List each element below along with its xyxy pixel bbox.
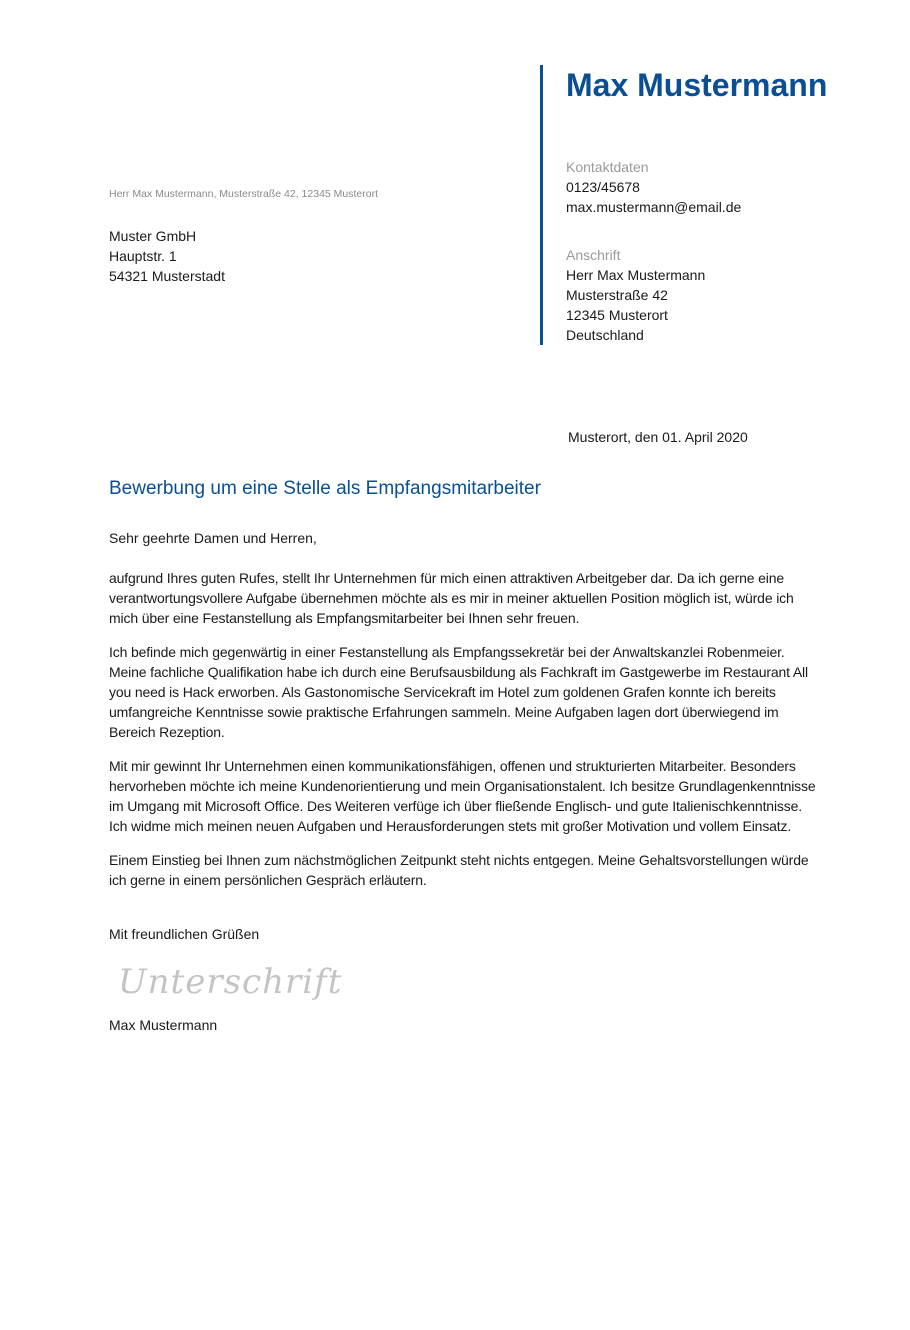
- recipient-address: [109, 226, 225, 286]
- contact-label: Kontaktdaten: [566, 159, 649, 175]
- body-paragraph: Mit mir gewinnt Ihr Unternehmen einen kommunikationsfähigen, offenen und strukturierten Mitarbeiter. Besonders hervorheben möchte ich meine Kundenorientierung und mein Organisationstalent. Ich besitze Grundlagenkenntnisse im Umgang mit Microsoft Office. Des Weiteren verfüge ich über fließende Englisch- und gute Italienischkenntnisse. Ich widme mich meinen neuen Aufgaben und Herausforderungen stets mit großer Motivation und vollem Einsatz.: [109, 758, 816, 834]
- recipient-street: Hauptstr. 1: [109, 248, 177, 264]
- address-line: Deutschland: [566, 327, 644, 343]
- body-paragraph: Ich befinde mich gegenwärtig in einer Festanstellung als Empfangssekretär bei der Anwaltskanzlei Robenmeier. Meine fachliche Qualifikation habe ich durch eine Berufsausbildung als Fachkraft im Gastgewerbe im Restaurant All you need is Hack erworben. Als Gastonomische Servicekraft im Hotel zum goldenen Grafen konnte ich bereits umfangreiche Kenntnisse sowie praktische Erfahrungen sammeln. Meine Aufgaben lagen dort überwiegend im Bereich Rezeption.: [109, 644, 808, 740]
- body-paragraph: aufgrund Ihres guten Rufes, stellt Ihr Unternehmen für mich einen attraktiven Arbeitgeber dar. Da ich gerne eine verantwortungsvollere Aufgabe übernehmen möchte als es mir in meiner aktuellen Position möglich ist, würde ich mich über eine Festanstellung als Empfangsmitarbeiter bei Ihnen sehr freuen.: [109, 570, 794, 626]
- address-block: [566, 245, 705, 345]
- sender-info-panel: [566, 64, 886, 343]
- closing-phrase: Mit freundlichen Grüßen: [109, 926, 260, 942]
- letter-date: Musterort, den 01. April 2020: [568, 429, 748, 445]
- contact-block: [566, 157, 741, 217]
- salutation: Sehr geehrte Damen und Herren,: [109, 530, 317, 546]
- sender-return-address: Herr Max Mustermann, Musterstraße 42, 12345 Musterort: [109, 188, 379, 200]
- letter-subject: Bewerbung um eine Stelle als Empfangsmitarbeiter: [109, 478, 541, 499]
- address-line: 12345 Musterort: [566, 307, 668, 323]
- recipient-company: Muster GmbH: [109, 228, 197, 244]
- recipient-city: 54321 Musterstadt: [109, 268, 225, 284]
- letter-body: [109, 568, 821, 904]
- body-paragraph: Einem Einstieg bei Ihnen zum nächstmöglichen Zeitpunkt steht nichts entgegen. Meine Gehaltsvorstellungen würde ich gerne in einem persönlichen Gespräch erläutern.: [109, 852, 809, 888]
- accent-divider-bar: [540, 65, 543, 345]
- phone-number: 0123/45678: [566, 179, 640, 195]
- address-line: Herr Max Mustermann: [566, 267, 706, 283]
- address-line: Musterstraße 42: [566, 287, 668, 303]
- signer-name: Max Mustermann: [109, 1017, 218, 1033]
- sender-name: Max Mustermann: [566, 67, 828, 103]
- signature-image: Unterschrift: [118, 962, 343, 1002]
- address-label: Anschrift: [566, 247, 621, 263]
- email-address: max.mustermann@email.de: [566, 199, 742, 215]
